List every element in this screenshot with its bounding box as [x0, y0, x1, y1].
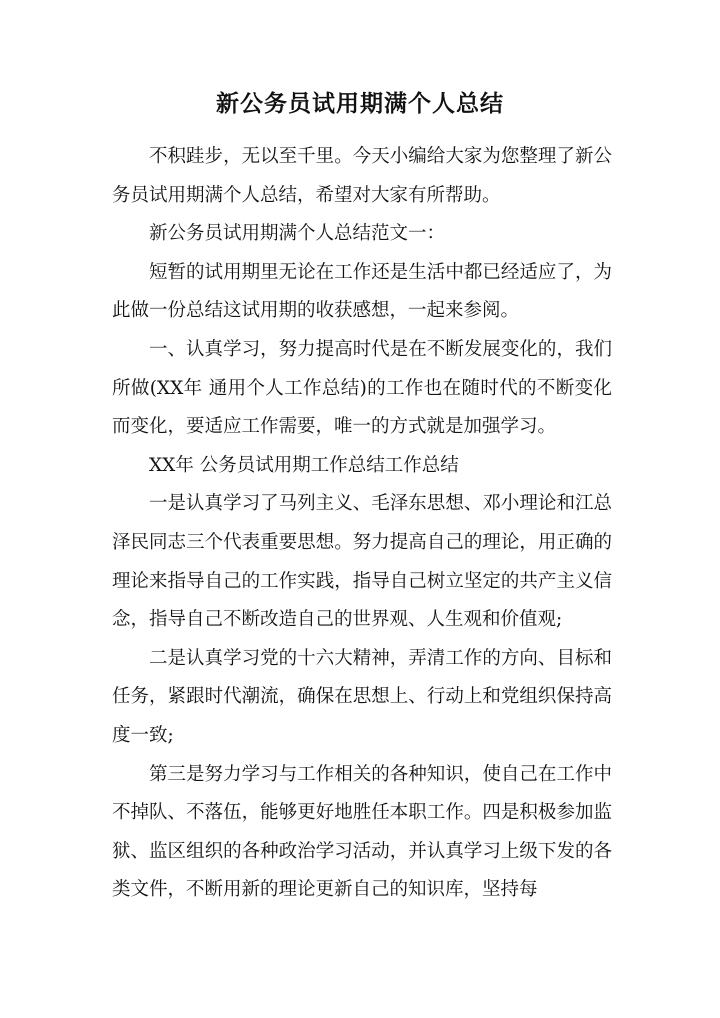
paragraph-intro: 不积跬步，无以至千里。今天小编给大家为您整理了新公务员试用期满个人总结，希望对大家有所帮助。 — [112, 146, 612, 206]
paragraph-subheading: XX年 公务员试用期工作总结工作总结 — [149, 454, 459, 476]
paragraph-point-three: 第三是努力学习与工作相关的各种知识，使自己在工作中不掉队、不落伍，能够更好地胜任本职工作。四是积极参加监狱、监区组织的各种政治学习活动，并认真学习上级下发的各类文件，不断用新的理论更新自己的知识库，坚持每 — [112, 763, 612, 901]
paragraph-point-two: 二是认真学习党的十六大精神，弄清工作的方向、目标和任务，紧跟时代潮流，确保在思想上、行动上和党组织保持高度一致; — [112, 647, 612, 746]
paragraph-probation: 短暂的试用期里无论在工作还是生活中都已经适应了，为此做一份总结这试用期的收获感想，一起来参阅。 — [112, 261, 612, 322]
document-body — [112, 138, 612, 910]
document-title: 新公务员试用期满个人总结 — [216, 91, 504, 117]
paragraph-point-one: 一是认真学习了马列主义、毛泽东思想、邓小理论和江总泽民同志三个代表重要思想。努力提高自己的理论，用正确的理论来指导自己的工作实践，指导自己树立坚定的共产主义信念，指导自己不断改造自己的世界观、人生观和价值观; — [112, 493, 612, 631]
paragraph-sample-heading: 新公务员试用期满个人总结范文一： — [149, 223, 446, 245]
paragraph-section-one: 一、认真学习，努力提高时代是在不断发展变化的，我们所做(XX年 通用个人工作总结)的工作也在随时代的不断变化而变化，要适应工作需要，唯一的方式就是加强学习。 — [112, 338, 612, 438]
